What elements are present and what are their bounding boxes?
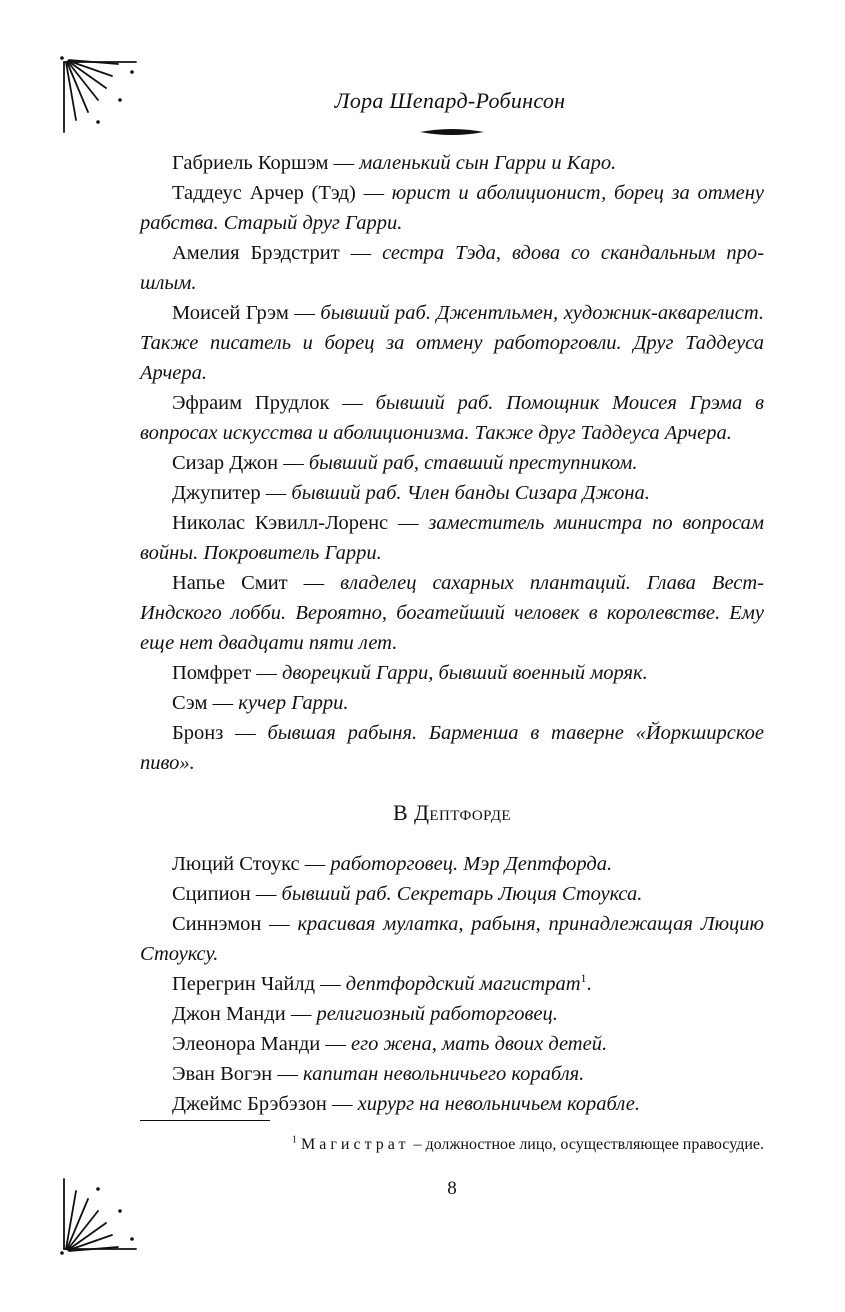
character-name: Эфраим Прудлок xyxy=(172,392,330,414)
character-list-main xyxy=(140,148,764,778)
character-name: Перегрин Чайлд xyxy=(172,973,316,995)
entry-dash: — xyxy=(355,182,392,204)
character-description: владелец сахарных плантаций. Глава Вест-Индского лобби. Вероятно, богатейший человек в королевстве. Ему еще нет двадцати пяти лет. xyxy=(140,572,764,654)
character-name: Сизар Джон xyxy=(172,452,279,474)
sunburst-bottom-icon xyxy=(58,1175,138,1255)
entry-dash: — xyxy=(326,1093,358,1115)
character-list-deptford xyxy=(140,849,764,1119)
entry-dash: — xyxy=(320,1033,351,1055)
character-entry xyxy=(140,178,764,238)
entry-dash: — xyxy=(329,392,376,414)
entry-dash: — xyxy=(272,1063,303,1085)
entry-dash: — xyxy=(261,913,298,935)
character-name: Джупитер xyxy=(172,482,261,504)
character-description: красивая мулатка, рабыня, принадлежащая Люцию Стоуксу. xyxy=(140,913,764,965)
running-head-author: Лора Шепард-Робинсон xyxy=(334,88,566,113)
character-entry xyxy=(140,508,764,568)
entry-dash: — xyxy=(260,482,292,504)
entry-dash: — xyxy=(285,1003,317,1025)
character-description: работорговец. Мэр Дептфорда. xyxy=(330,853,613,875)
character-name: Эван Вогэн xyxy=(172,1063,273,1085)
entry-dash: — xyxy=(388,512,429,534)
entry-trailing-punctuation: . xyxy=(586,973,592,995)
character-entry xyxy=(140,658,764,688)
entry-dash: — xyxy=(223,722,268,744)
section-heading-deptford: В Дептфорде xyxy=(393,800,511,825)
character-name: Джон Манди xyxy=(172,1003,286,1025)
character-entry xyxy=(140,1029,764,1059)
footnote xyxy=(140,1133,764,1157)
character-name: Сципион xyxy=(172,883,251,905)
entry-dash: — xyxy=(299,853,331,875)
character-entry xyxy=(140,148,764,178)
character-entry xyxy=(140,969,764,999)
character-description: бывшая рабыня. Барменша в таверне «Йоркширское пиво». xyxy=(140,722,765,774)
character-entry xyxy=(140,478,764,508)
character-description: юрист и аболиционист, борец за отмену рабства. Старый друг Гарри. xyxy=(140,182,764,234)
entry-dash: — xyxy=(251,662,282,684)
character-description: бывший раб. Помощник Моисея Грэма в вопросах искусства и аболиционизма. Также друг Таддеуса Арчера. xyxy=(140,392,764,444)
footnote-term: Магистрат xyxy=(301,1136,410,1153)
character-entry xyxy=(140,388,764,448)
character-name: Джеймс Брэбэзон xyxy=(172,1093,327,1115)
character-entry xyxy=(140,849,764,879)
character-name: Элеонора Манди xyxy=(172,1033,321,1055)
character-name: Моисей Грэм xyxy=(172,302,289,324)
character-entry xyxy=(140,448,764,478)
footnote-reference: 1 xyxy=(580,971,587,986)
character-entry xyxy=(140,999,764,1029)
character-name: Помфрет xyxy=(172,662,252,684)
character-entry xyxy=(140,238,764,298)
character-description: бывший раб. Секретарь Люция Стоукса. xyxy=(281,883,643,905)
footnote-marker: 1 xyxy=(292,1134,298,1146)
character-entry xyxy=(140,718,764,778)
footnote-rule xyxy=(140,1120,270,1121)
character-entry xyxy=(140,879,764,909)
character-entry xyxy=(140,688,764,718)
entry-dash: — xyxy=(339,242,383,264)
entry-dash: — xyxy=(278,452,309,474)
character-name: Николас Кэвилл-Лоренс xyxy=(172,512,389,534)
character-description: его жена, мать двоих детей. xyxy=(351,1033,608,1055)
character-entry xyxy=(140,1059,764,1089)
character-description: бывший раб, ставший преступником. xyxy=(308,452,638,474)
entry-dash: — xyxy=(207,692,239,714)
page-number: 8 xyxy=(447,1178,457,1199)
character-description: бывший раб. Член банды Сизара Джона. xyxy=(291,482,650,504)
character-description: хирург на невольничьем корабле. xyxy=(357,1093,640,1115)
character-description: дворецкий Гарри, бывший военный моряк. xyxy=(281,662,648,684)
character-name: Бронз xyxy=(172,722,224,744)
entry-dash: — xyxy=(250,883,282,905)
character-entry xyxy=(140,298,764,388)
character-name: Таддеус Арчер (Тэд) xyxy=(172,182,356,204)
character-name: Габриель Коршэм xyxy=(172,152,329,174)
character-description: маленький сын Гарри и Каро. xyxy=(359,152,617,174)
character-description: дептфордский магистрат xyxy=(345,973,581,995)
character-name: Амелия Брэдстрит xyxy=(172,242,340,264)
entry-dash: — xyxy=(288,302,321,324)
entry-dash: — xyxy=(328,152,360,174)
character-entry xyxy=(140,909,764,969)
footnote-text: – должностное лицо, осуществляющее правосудие. xyxy=(409,1136,764,1153)
character-description: бывший раб. Джентльмен, художник-акварелист. Также писатель и борец за отмену работорговли. Друг Таддеуса Арчера. xyxy=(140,302,764,384)
character-entry xyxy=(140,568,764,658)
character-name: Сэм xyxy=(172,692,208,714)
character-description: сестра Тэда, вдова со скандальным прошлым. xyxy=(140,242,765,294)
entry-dash: — xyxy=(315,973,346,995)
character-name: Напье Смит xyxy=(172,572,288,594)
character-description: заместитель министра по вопросам войны. Покровитель Гарри. xyxy=(140,512,764,564)
head-rule-ornament-icon xyxy=(420,128,484,136)
character-description: кучер Гарри. xyxy=(238,692,349,714)
sunburst-ornament-bottom-icon xyxy=(58,1175,138,1260)
character-name: Синнэмон xyxy=(172,913,262,935)
character-description: капитан невольничьего корабля. xyxy=(303,1063,585,1085)
character-name: Люций Стоукс xyxy=(172,853,300,875)
entry-dash: — xyxy=(287,572,341,594)
character-entry xyxy=(140,1089,764,1119)
character-description: религиозный работорговец. xyxy=(316,1003,558,1025)
